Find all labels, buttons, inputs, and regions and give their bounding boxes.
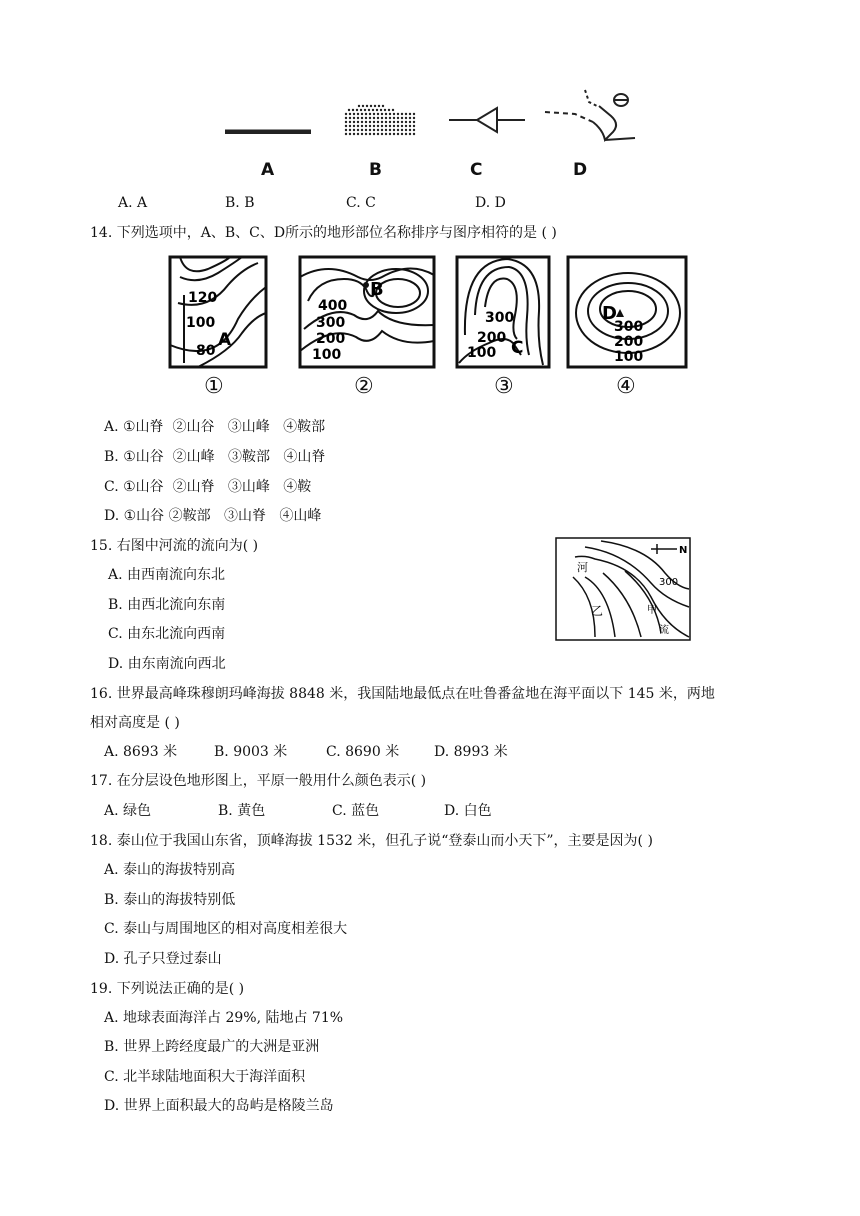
q13-option-c[interactable]: C. C	[346, 195, 376, 211]
symbol-b-dotted-area	[345, 105, 415, 135]
q18-option-b[interactable]: B. 泰山的海拔特别低	[104, 892, 236, 908]
map3-number: ③	[494, 374, 514, 399]
q17-option-d[interactable]: D. 白色	[444, 803, 492, 819]
q17-option-a[interactable]: A. 绿色	[104, 803, 152, 819]
q19-option-a[interactable]: A. 地球表面海洋占 29%, 陆地占 71%	[104, 1010, 344, 1026]
place-yi: 乙	[591, 604, 604, 618]
map1-contour-80: 80	[196, 343, 216, 359]
map2-point-b: B	[370, 279, 384, 300]
q17-stem: 17. 在分层设色地形图上，平原一般用什么颜色表示( )	[90, 773, 427, 789]
river-contour-map	[555, 537, 691, 641]
symbol-c-triangle	[449, 108, 525, 132]
q17-option-b[interactable]: B. 黄色	[218, 803, 266, 819]
map2-contour-200: 200	[316, 331, 346, 347]
map1-contour-120: 120	[188, 290, 218, 306]
river-char-jia: 甲	[647, 605, 657, 616]
q13-option-d[interactable]: D. D	[475, 195, 506, 211]
q15-option-c[interactable]: C. 由东北流向西南	[108, 626, 226, 642]
river-char-1: 河	[577, 561, 588, 574]
map2-contour-300: 300	[316, 315, 346, 331]
q19-option-b[interactable]: B. 世界上跨经度最广的大洲是亚洲	[104, 1039, 320, 1055]
symbol-label-a: A	[261, 160, 275, 180]
contour-map-3	[455, 255, 551, 371]
map1-contour-100: 100	[186, 315, 216, 331]
symbol-label-b: B	[369, 160, 382, 180]
q16-stem-line1: 16. 世界最高峰珠穆朗玛峰海拔 8848 米，我国陆地最低点在吐鲁番盆地在海平面以下 145 米，两地	[90, 686, 715, 702]
q15-option-d[interactable]: D. 由东南流向西北	[108, 656, 226, 672]
map2-number: ②	[354, 374, 374, 399]
q19-option-c[interactable]: C. 北半球陆地面积大于海洋面积	[104, 1069, 306, 1085]
q14-option-a[interactable]: A. ①山脊 ②山谷 ③山峰 ④鞍部	[104, 419, 326, 435]
map4-number: ④	[616, 374, 636, 399]
map2-contour-400: 400	[318, 298, 348, 314]
q19-stem: 19. 下列说法正确的是( )	[90, 981, 245, 997]
q17-option-c[interactable]: C. 蓝色	[332, 803, 380, 819]
q15-stem: 15. 右图中河流的流向为( )	[90, 538, 259, 554]
q15-option-a[interactable]: A. 由西南流向东北	[108, 567, 226, 583]
north-label: N	[679, 545, 688, 556]
map2-contour-100: 100	[312, 347, 342, 363]
symbol-label-c: C	[470, 160, 483, 180]
q16-option-c[interactable]: C. 8690 米	[326, 744, 400, 760]
contour-map-1	[168, 255, 270, 371]
q16-option-b[interactable]: B. 9003 米	[214, 744, 288, 760]
symbol-a-line	[225, 130, 311, 134]
map4-contour-300: 300	[614, 319, 644, 335]
q14-option-b[interactable]: B. ①山谷 ②山峰 ③鞍部 ④山脊	[104, 449, 326, 465]
q15-option-b[interactable]: B. 由西北流向东南	[108, 597, 226, 613]
q16-stem-line2: 相对高度是 ( )	[90, 715, 180, 731]
map3-contour-100: 100	[467, 345, 497, 361]
q19-option-d[interactable]: D. 世界上面积最大的岛屿是格陵兰岛	[104, 1098, 334, 1114]
contour-map-4	[566, 255, 688, 371]
q13-option-b[interactable]: B. B	[225, 195, 255, 211]
q18-option-c[interactable]: C. 泰山与周围地区的相对高度相差很大	[104, 921, 348, 937]
q16-option-a[interactable]: A. 8693 米	[104, 744, 178, 760]
map-symbols-figure	[215, 80, 655, 185]
map3-contour-200: 200	[477, 330, 507, 346]
contour-map-2	[298, 255, 436, 371]
contour-300-label: 300	[659, 577, 679, 588]
map4-point-d: D	[602, 303, 617, 324]
q18-option-a[interactable]: A. 泰山的海拔特别高	[104, 862, 236, 878]
map1-number: ①	[204, 374, 224, 399]
q18-option-d[interactable]: D. 孔子只登过泰山	[104, 951, 222, 967]
symbol-d-path-river	[545, 90, 635, 140]
q13-option-a[interactable]: A. A	[118, 195, 148, 211]
q18-stem: 18. 泰山位于我国山东省，顶峰海拔 1532 米，但孔子说“登泰山而小天下”，主要是因为( )	[90, 833, 653, 849]
q14-option-c[interactable]: C. ①山谷 ②山脊 ③山峰 ④鞍	[104, 479, 312, 495]
river-char-liu: 流	[659, 625, 669, 636]
q14-option-d[interactable]: D. ①山谷 ②鞍部 ③山脊 ④山峰	[104, 508, 322, 524]
map3-point-c: C	[511, 338, 524, 358]
map4-contour-100: 100	[614, 349, 644, 365]
symbol-label-d: D	[573, 160, 588, 180]
map3-contour-300: 300	[485, 310, 515, 326]
q14-stem: 14. 下列选项中，A、B、C、D所示的地形部位名称排序与图序相符的是 ( )	[90, 225, 557, 241]
map4-contour-200: 200	[614, 334, 644, 350]
map1-point-a: A	[218, 330, 232, 350]
q16-option-d[interactable]: D. 8993 米	[434, 744, 508, 760]
